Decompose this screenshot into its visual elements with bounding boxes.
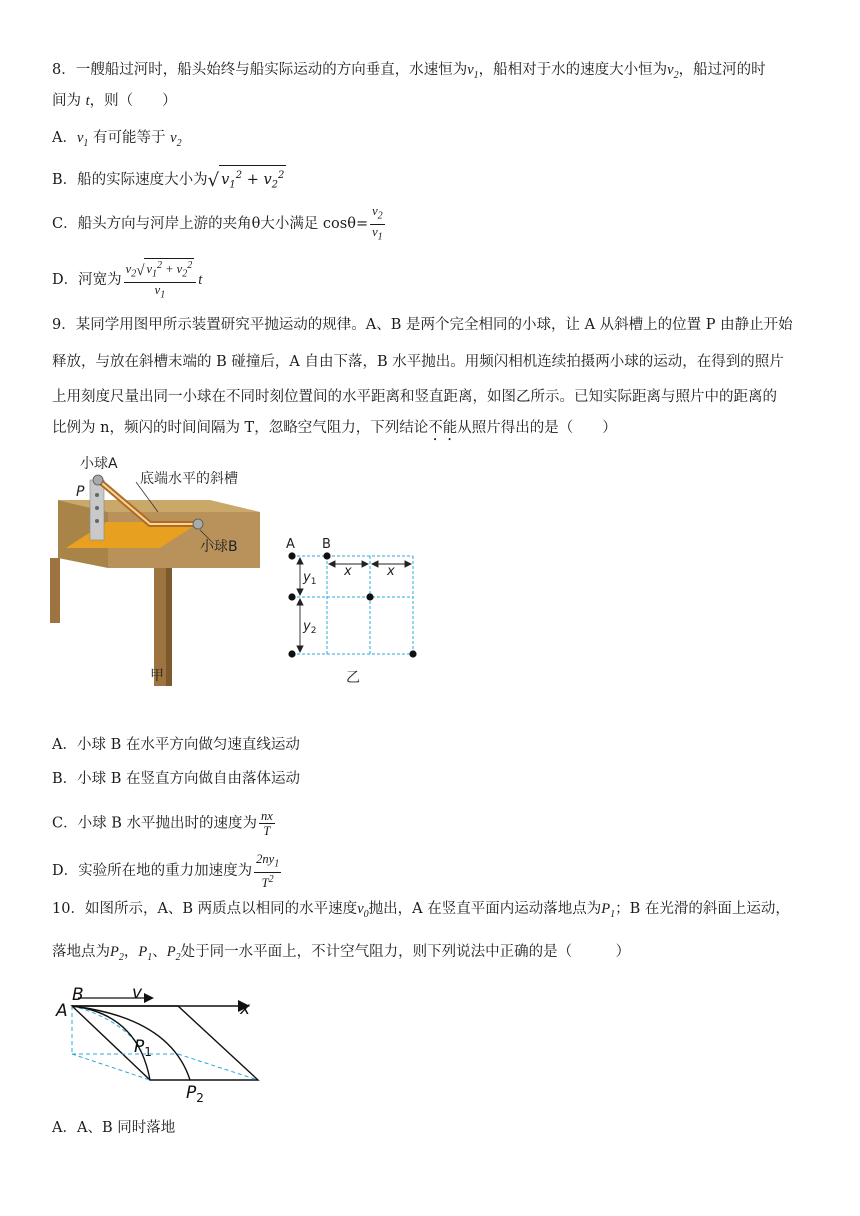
figure-yi-grid <box>280 530 430 690</box>
q9-stem-line4: 比例为 n，频闪的时间间隔为 T，忽略空气阻力，下列结论不能从照片得出的是（ ） <box>52 420 617 436</box>
q8-stem-line1: 8．一艘船过河时，船头始终与船实际运动的方向垂直，水速恒为$v_1$，船相对于水的速度大小恒为$v_2$，船过河的时 <box>52 62 766 81</box>
q9-option-b: B．小球 B 在竖直方向做自由落体运动 <box>52 771 301 787</box>
label-p: P <box>76 484 85 500</box>
ball-b-icon <box>193 519 203 529</box>
label-y1: $y_1$ <box>303 570 317 587</box>
q8-option-c: C．船头方向与河岸上游的夹角θ大小满足 cosθ= $\frac{v_2}{v_1}$ <box>52 204 383 242</box>
figure-q10 <box>50 978 280 1108</box>
q10-option-a: A．A、B 同时落地 <box>52 1120 176 1136</box>
caption-yi: 乙 <box>346 670 360 686</box>
caption-jia: 甲 <box>150 668 164 684</box>
label-x: x <box>240 999 251 1019</box>
label-y2: $y_2$ <box>303 619 317 636</box>
dot-b-1 <box>366 593 373 600</box>
label-p2: $P_2$ <box>186 1083 204 1105</box>
dot-a-0 <box>288 552 295 559</box>
q9-option-c: C．小球 B 水平抛出时的速度为 $\frac{nx}{T}$ <box>52 809 273 838</box>
figure-jia-apparatus <box>50 450 280 690</box>
label-a: A <box>56 1001 68 1021</box>
label-b: B <box>322 537 331 552</box>
label-p1: $P_1$ <box>134 1037 152 1059</box>
q9-stem-line3: 上用刻度尺量出同一小球在不同时刻位置间的水平距离和竖直距离，如图乙所示。已知实际距离与照片中的距离的 <box>52 389 777 405</box>
dot-b-2 <box>409 650 416 657</box>
label-a: A <box>286 537 295 552</box>
q9-option-d: D．实验所在地的重力加速度为 $\frac{2ny_1}{T^2}$ <box>52 852 280 890</box>
q10-stem-line1: 10．如图所示，A、B 两质点以相同的水平速度$v_0$抛出，A 在竖直平面内运动落地点为$P_1$；B 在光滑的斜面上运动， <box>52 901 790 920</box>
label-x2: x <box>387 564 395 579</box>
label-ball-b: 小球B <box>200 539 238 555</box>
label-chute: 底端水平的斜槽 <box>140 471 238 487</box>
label-ball-a: 小球A <box>80 456 118 472</box>
dot-a-1 <box>288 593 295 600</box>
q8-stem-line2: 间为 t，则（ ） <box>52 93 177 109</box>
q9-stem-line1: 9．某同学用图甲所示装置研究平抛运动的规律。A、B 是两个完全相同的小球，让 A 从斜槽上的位置 P 由静止开始 <box>52 317 793 333</box>
q8-option-a: A．$v_1$ 有可能等于 $v_2$ <box>52 130 182 149</box>
dot-a-2 <box>288 650 295 657</box>
label-v: v <box>132 983 143 1003</box>
label-b: B <box>72 985 84 1005</box>
q9-stem-line2: 释放，与放在斜槽末端的 B 碰撞后，A 自由下落，B 水平抛出。用频闪相机连续拍摄两小球的运动，在得到的照片 <box>52 354 784 370</box>
ball-a-icon <box>93 475 103 485</box>
q9-option-a: A．小球 B 在水平方向做匀速直线运动 <box>52 737 300 753</box>
dot-b-0 <box>323 552 330 559</box>
q10-stem-line2: 落地点为$P_2$，$P_1$、$P_2$处于同一水平面上，不计空气阻力，则下列说法中正确的是（ ） <box>52 944 631 963</box>
q8-option-b: B．船的实际速度大小为√ $v_1^2 + v_2^2$ <box>52 165 286 196</box>
label-x1: x <box>344 564 352 579</box>
q8-option-d: D．河宽为 $\frac{v_2√ v_1^2 + v_2^2}{v_1}$ t <box>52 260 203 301</box>
